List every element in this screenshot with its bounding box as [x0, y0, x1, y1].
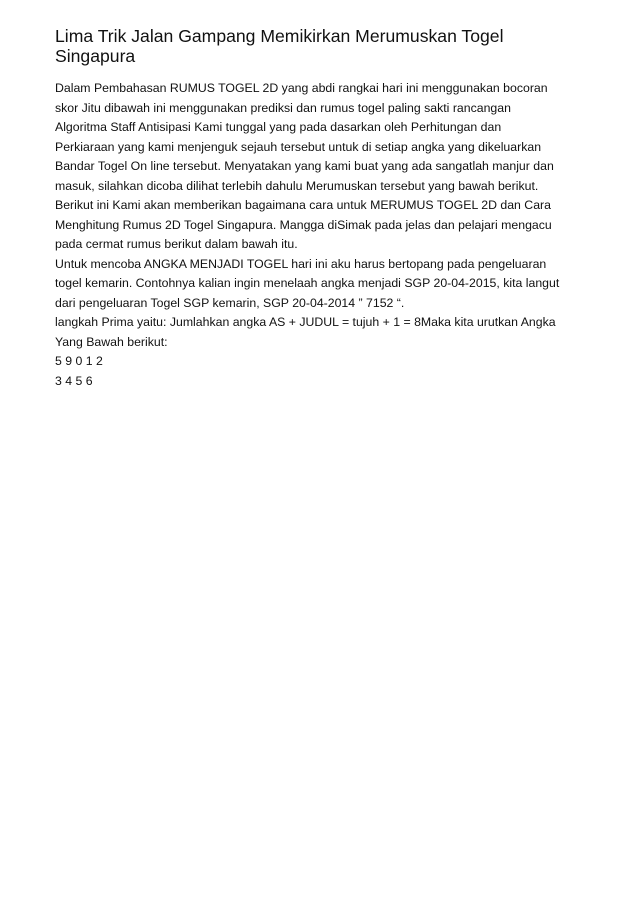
body-line: 3 4 5 6 [55, 373, 93, 388]
body-line: Bandar Togel On line tersebut. Menyatakan yang kami buat yang ada sangatlah manjur dan [55, 159, 554, 173]
title-line: Singapura [55, 46, 136, 66]
body-line: 5 9 0 1 2 [55, 354, 103, 368]
body-line: dari pengeluaran Togel SGP kemarin, SGP 20-04-2014 ” 7152 “. [55, 295, 405, 310]
document-page [55, 26, 595, 391]
document-body [55, 79, 595, 391]
document-title [55, 26, 595, 66]
body-line: Algoritma Staff Antisipasi Kami tunggal yang pada dasarkan oleh Perhitungan dan [55, 120, 502, 134]
body-line: Menghitung Rumus 2D Togel Singapura. Mangga diSimak pada jelas dan pelajari mengacu [55, 217, 552, 232]
title-line: Lima Trik Jalan Gampang Memikirkan Merumuskan Togel [55, 26, 504, 46]
body-line: masuk, silahkan dicoba dilihat terlebih dahulu Merumuskan tersebut yang bawah berikut. [55, 178, 539, 193]
body-line: Perkiaraan yang kami menjenguk sejauh tersebut untuk di setiap angka yang dikeluarkan [55, 139, 542, 154]
body-line: skor Jitu dibawah ini menggunakan prediksi dan rumus togel paling sakti rancangan [55, 100, 511, 115]
body-line: togel kemarin. Contohnya kalian ingin menelaah angka menjadi SGP 20-04-2015, kita langut [55, 276, 560, 290]
body-line: Yang Bawah berikut: [55, 334, 168, 349]
body-line: Dalam Pembahasan RUMUS TOGEL 2D yang abdi rangkai hari ini menggunakan bocoran [55, 81, 548, 95]
body-line: langkah Prima yaitu: Jumlahkan angka AS + JUDUL = tujuh + 1 = 8Maka kita urutkan Angka [55, 315, 556, 329]
body-line: Untuk mencoba ANGKA MENJADI TOGEL hari ini aku harus bertopang pada pengeluaran [55, 256, 547, 271]
body-line: Berikut ini Kami akan memberikan bagaimana cara untuk MERUMUS TOGEL 2D dan Cara [55, 198, 551, 212]
body-line: pada cermat rumus berikut dalam bawah itu. [55, 237, 298, 251]
